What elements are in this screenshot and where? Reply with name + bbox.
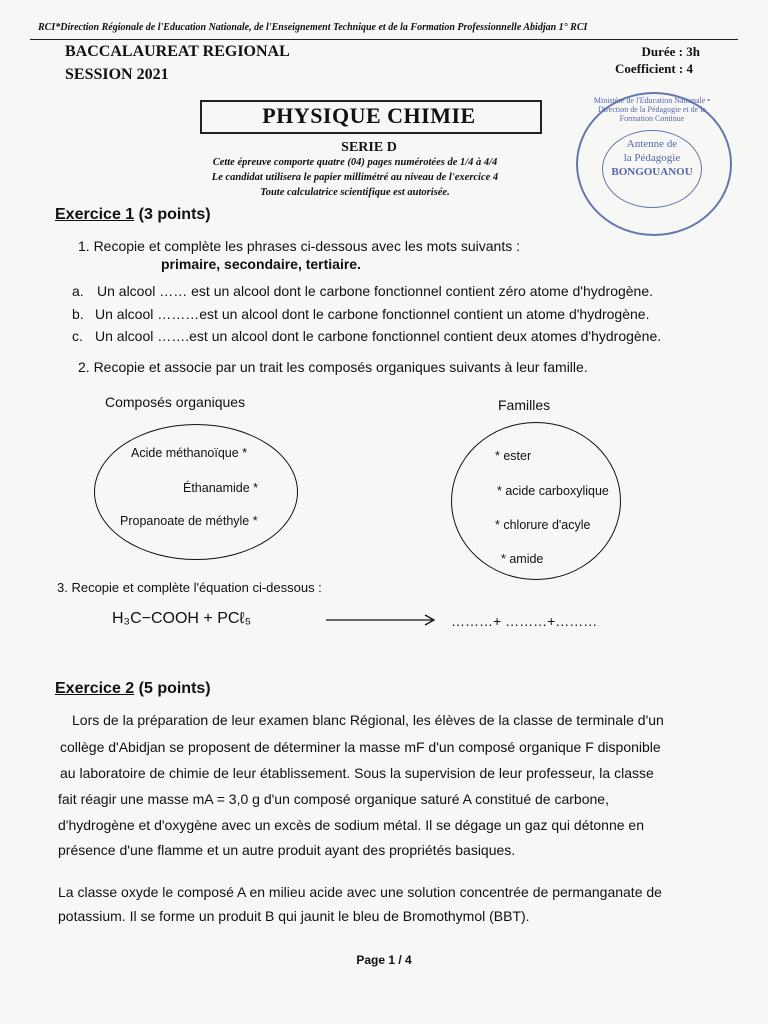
stamp-line-1: Antenne de bbox=[626, 138, 678, 150]
equation-reactants: H₃C−COOH + PCℓ₅ bbox=[112, 610, 252, 627]
ex2-para1-line: fait réagir une masse mA = 3,0 g d'un composé organique saturé A constitué de carbone, bbox=[58, 791, 609, 807]
ex2-para2-line: potassium. Il se forme un produit B qui jaunit le bleu de Bromothymol (BBT). bbox=[58, 908, 530, 924]
instruction-3: Toute calculatrice scientifique est autorisée. bbox=[260, 187, 450, 198]
ex1-question-3: 3. Recopie et complète l'équation ci-dessous : bbox=[57, 580, 322, 595]
ex1-question-2: 2. Recopie et associe par un trait les composés organiques suivants à leur famille. bbox=[78, 359, 588, 375]
exercise-2-title bbox=[55, 680, 211, 698]
ex2-para1-line: Lors de la préparation de leur examen blanc Régional, les élèves de la classe de terminale d'un bbox=[72, 712, 664, 728]
exercise-1-label: Exercice 1 bbox=[55, 206, 135, 223]
page-number: Page 1 / 4 bbox=[356, 953, 412, 967]
families-heading: Familles bbox=[498, 397, 551, 413]
family-item: * chlorure d'acyle bbox=[495, 518, 591, 532]
ex2-para1-line: collège d'Abidjan se proposent de déterminer la masse mF d'un composé organique F disponible bbox=[60, 739, 661, 755]
ex2-para1-line: au laboratoire de chimie de leur établissement. Sous la supervision de leur professeur, la classe bbox=[60, 765, 654, 781]
duration: Durée : 3h bbox=[641, 44, 700, 59]
instruction-2: Le candidat utilisera le papier millimétré au niveau de l'exercice 4 bbox=[211, 172, 499, 183]
ministry-line: RCI*Direction Régionale de l'Education Nationale, de l'Enseignement Technique et de la Formation Professionnelle Abidjan 1° RCI bbox=[38, 22, 588, 33]
family-item: * amide bbox=[501, 552, 544, 566]
subject-title: PHYSIQUE CHIMIE bbox=[262, 103, 476, 128]
coefficient: Coefficient : 4 bbox=[615, 61, 693, 76]
exercise-2-label: Exercice 2 bbox=[55, 680, 135, 697]
ex2-para2-line: La classe oxyde le composé A en milieu acide avec une solution concentrée de permanganate de bbox=[58, 884, 662, 900]
instruction-1: Cette épreuve comporte quatre (04) pages numérotées de 1/4 à 4/4 bbox=[212, 157, 498, 168]
exam-name: BACCALAUREAT REGIONAL bbox=[65, 43, 290, 60]
ex1-item-a: Un alcool …… est un alcool dont le carbone fonctionnel contient zéro atome d'hydrogène. bbox=[97, 283, 654, 299]
ex1-word-list: primaire, secondaire, tertiaire. bbox=[161, 256, 361, 272]
compound-item: Éthanamide * bbox=[183, 481, 259, 495]
reaction-arrow-icon bbox=[326, 612, 438, 628]
family-item: * ester bbox=[495, 449, 532, 463]
ex2-para1-line: présence d'une flamme et un autre produit ayant des propriétés basiques. bbox=[58, 842, 516, 858]
ex1-item-c: Un alcool …….est un alcool dont le carbone fonctionnel contient deux atomes d'hydrogène. bbox=[95, 328, 662, 344]
header-rule bbox=[30, 39, 738, 40]
compounds-heading: Composés organiques bbox=[105, 394, 246, 410]
stamp-line-3: BONGOUANOU bbox=[611, 166, 693, 178]
equation-products: ………+ ………+……… bbox=[451, 613, 598, 629]
exercise-1-title bbox=[55, 206, 211, 224]
exercise-2-points: (5 points) bbox=[138, 680, 211, 697]
stamp-ring-text: Ministère de l'Education Nationale • Direction de la Pédagogie et de la Formation Continue bbox=[593, 96, 711, 123]
ex1-question-1: 1. Recopie et complète les phrases ci-dessous avec les mots suivants : bbox=[78, 238, 520, 254]
series-label: SERIE D bbox=[341, 140, 397, 155]
compound-item: Acide méthanoïque * bbox=[131, 446, 248, 460]
ex1-item-c-letter: c. bbox=[72, 328, 83, 344]
ex2-para1-line: d'hydrogène et d'oxygène avec un excès de sodium métal. Il se dégage un gaz qui détonne en bbox=[58, 817, 644, 833]
compound-item: Propanoate de méthyle * bbox=[120, 514, 258, 528]
exercise-1-points: (3 points) bbox=[138, 206, 211, 223]
stamp-line-2: la Pédagogie bbox=[623, 152, 681, 164]
ex1-item-b-letter: b. bbox=[72, 306, 84, 322]
ex1-item-b: Un alcool ………est un alcool dont le carbone fonctionnel contient un atome d'hydrogène. bbox=[95, 306, 650, 322]
ex1-item-a-letter: a. bbox=[72, 283, 84, 299]
session: SESSION 2021 bbox=[65, 66, 169, 83]
family-item: * acide carboxylique bbox=[497, 484, 609, 498]
